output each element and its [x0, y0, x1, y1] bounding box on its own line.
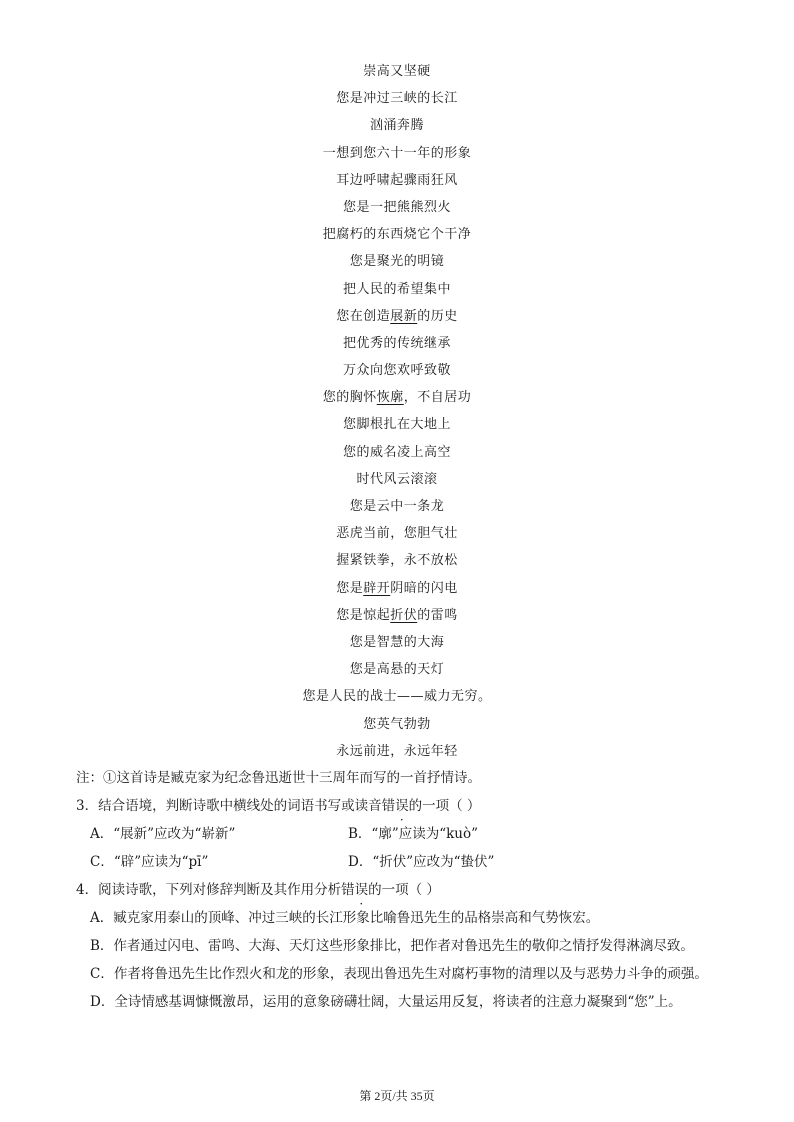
question-3-option-b[interactable]: B．“廓”应读为“kuò” — [348, 826, 479, 842]
poem-line: 耳边呼啸起骤雨狂风 — [336, 172, 458, 188]
emphasis-dot-char: 误 — [354, 882, 369, 898]
question-4-option-d[interactable]: D．全诗情感基调慷慨激昂，运用的意象磅礴壮阔，大量运用反复，将读者的注意力凝聚到“您”上。 — [90, 994, 682, 1010]
question-3-options-row-1 — [76, 820, 736, 848]
question-3-option-d[interactable]: D．“折伏”应改为“蛰伏” — [348, 854, 495, 870]
underlined-word: 辟开 — [363, 580, 391, 596]
poem-line: 您是智慧的大海 — [349, 634, 445, 650]
poem — [0, 58, 794, 765]
question-4-stem: 4．阅读诗歌，下列对修辞判断及其作用分析错误的一项（ ） — [76, 882, 440, 898]
poem-line: 一想到您六十一年的形象 — [322, 145, 472, 161]
poem-note: 注：①这首诗是臧克家为纪念鲁迅逝世十三周年而写的一首抒情诗。 — [76, 770, 481, 786]
poem-line-underlined: 您是辟开阴暗的闪电 — [336, 580, 458, 596]
question-4-option-b[interactable]: B．作者通过闪电、雷鸣、大海、天灯这些形象排比，把作者对鲁迅先生的敬仰之情抒发得淋漓尽致。 — [90, 938, 694, 954]
poem-line: 您脚根扎在大地上 — [342, 417, 451, 433]
poem-line: 汹涌奔腾 — [369, 118, 424, 134]
poem-line: 恶虎当前，您胆气壮 — [336, 526, 458, 542]
question-3-option-a[interactable]: A．“展新”应改为“崭新” — [90, 826, 236, 842]
poem-line: 把腐朽的东西烧它个干净 — [322, 227, 472, 243]
question-4-option-a[interactable]: A．臧克家用泰山的顶峰、冲过三峡的长江形象比喻鲁迅先生的品格崇高和气势恢宏。 — [90, 910, 600, 926]
poem-line: 您英气勃勃 — [363, 716, 431, 732]
poem-line-underlined: 您是惊起折伏的雷鸣 — [336, 607, 458, 623]
poem-line: 您是冲过三峡的长江 — [336, 91, 458, 107]
underlined-word: 恢廓 — [376, 390, 404, 406]
poem-line: 把优秀的传统继承 — [342, 335, 451, 351]
poem-line: 万众向您欢呼致敬 — [342, 363, 451, 379]
poem-line: 您是聚光的明镜 — [349, 254, 445, 270]
poem-line: 握紧铁拳，永不放松 — [336, 553, 458, 569]
poem-line-underlined: 您的胸怀恢廓，不自居功 — [322, 390, 472, 406]
poem-line: 时代风云滚滚 — [356, 471, 438, 487]
question-3-stem: 3．结合语境，判断诗歌中横线处的词语书写或读音错误的一项（ ） — [76, 798, 481, 814]
questions — [76, 764, 736, 1016]
question-3-option-c[interactable]: C．“辟”应读为“pī” — [90, 854, 209, 870]
underlined-word: 展新 — [390, 308, 418, 324]
poem-line: 永远前进，永远年轻 — [336, 743, 458, 759]
emphasis-dot-char: 误 — [395, 798, 409, 814]
question-4-option-c[interactable]: C．作者将鲁迅先生比作烈火和龙的形象，表现出鲁迅先生对腐朽事物的清理以及与恶势力斗争的顽强。 — [90, 966, 708, 982]
poem-line: 您是高悬的天灯 — [349, 662, 445, 678]
poem-line: 崇高又坚硬 — [363, 64, 431, 79]
poem-line: 您的威名凌上高空 — [342, 444, 451, 460]
poem-line: 把人民的希望集中 — [342, 281, 451, 297]
poem-line-underlined: 您在创造展新的历史 — [336, 308, 458, 324]
poem-line: 您是云中一条龙 — [349, 499, 445, 514]
poem-line: 您是一把熊熊烈火 — [342, 199, 451, 215]
page-footer: 第 2页/共 35页 — [359, 1089, 435, 1103]
question-3-options-row-2 — [76, 848, 736, 876]
poem-line: 您是人民的战士——威力无穷。 — [302, 689, 492, 705]
underlined-word: 折伏 — [390, 607, 418, 623]
